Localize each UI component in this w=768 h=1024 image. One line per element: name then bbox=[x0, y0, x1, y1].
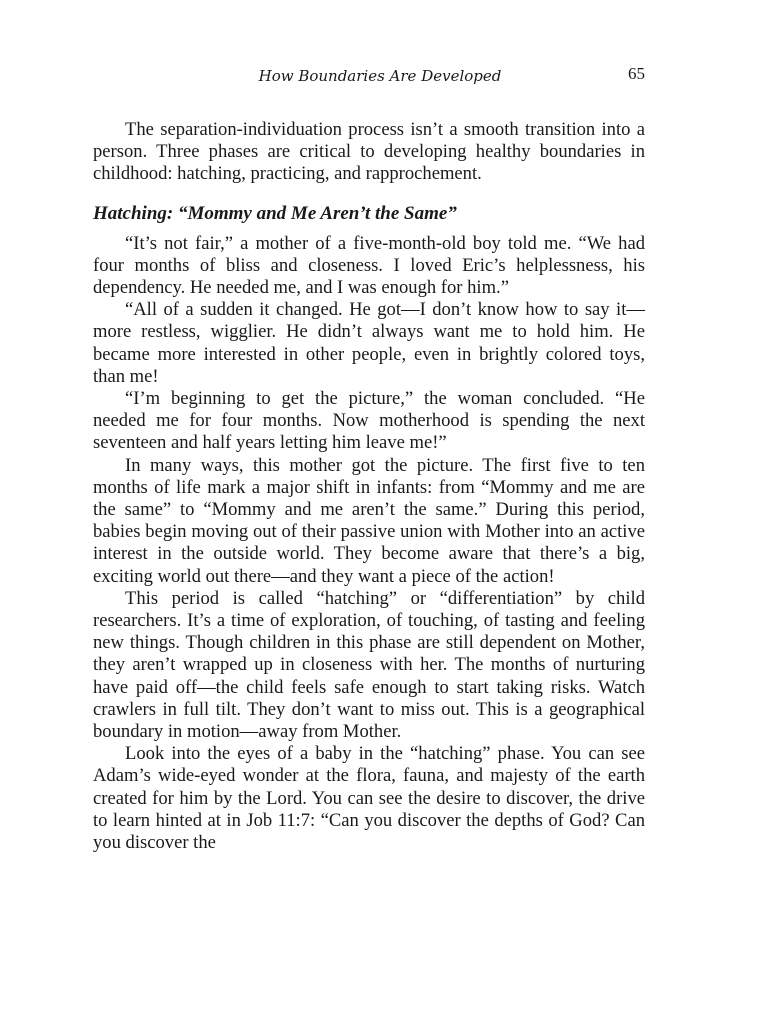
section-heading: Hatching: “Mommy and Me Aren’t the Same” bbox=[93, 202, 457, 224]
paragraph-1: “It’s not fair,” a mother of a five-month-old boy told me. “We had four months of bliss and closeness. I loved Eric’s helplessness, his dependency. He needed me, and I was enough for him.” bbox=[93, 232, 645, 299]
book-page bbox=[93, 64, 645, 854]
page-number: 65 bbox=[628, 64, 645, 83]
paragraph-5: This period is called “hatching” or “differentiation” by child researchers. It’s a time of exploration, of touching, of tasting and feeling new things. Though children in this phase are still dependent on Mother, they aren’t wrapped up in closeness with her. The months of nurturing have paid off—the child feels safe enough to start taking risks. Watch crawlers in full tilt. They don’t want to miss out. This is a geographical boundary in motion—away from Mother. bbox=[93, 587, 645, 743]
paragraph-4: In many ways, this mother got the picture. The first five to ten months of life mark a major shift in infants: from “Mommy and me are the same” to “Mommy and me aren’t the same.” During this period, babies begin moving out of their passive union with Mother into an active interest in the outside world. They become aware that there’s a big, exciting world out there—and they want a piece of the action! bbox=[93, 454, 645, 587]
body-text bbox=[93, 119, 645, 854]
paragraph-3: “I’m beginning to get the picture,” the woman concluded. “He needed me for four months. Now motherhood is spending the next seventeen and half years letting him leave me!” bbox=[93, 388, 645, 454]
running-title: How Boundaries Are Developed bbox=[258, 67, 502, 85]
running-header bbox=[93, 64, 645, 92]
paragraph-2: “All of a sudden it changed. He got—I don’t know how to say it—more restless, wigglier. He didn’t always want me to hold him. He became more interested in other people, even in brightly colored toys, than me! bbox=[93, 299, 645, 387]
intro-paragraph: The separation-individuation process isn’t a smooth transition into a person. Three phases are critical to developing healthy boundaries in childhood: hatching, practicing, and rapprochement. bbox=[93, 119, 645, 185]
paragraph-6: Look into the eyes of a baby in the “hatching” phase. You can see Adam’s wide-eyed wonder at the flora, fauna, and majesty of the earth created for him by the Lord. You can see the desire to discover, the drive to learn hinted at in Job 11:7: “Can you discover the depths of God? Can you discover the bbox=[93, 743, 645, 854]
